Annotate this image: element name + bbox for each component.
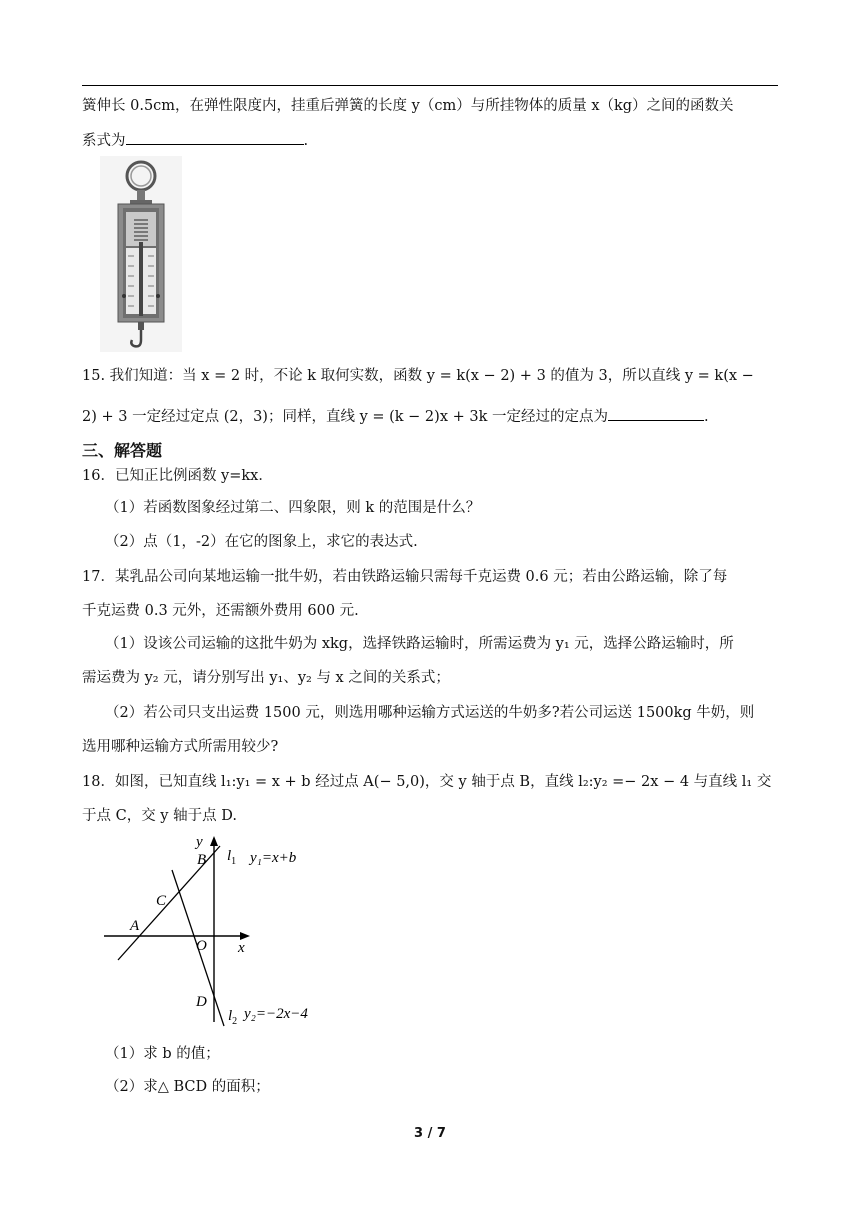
spring-scale-image [100, 156, 182, 352]
q14-line1: 簧伸长 0.5cm，在弹性限度内，挂重后弹簧的长度 y（cm）与所挂物体的质量 x（kg）之间的函数关 [82, 98, 734, 114]
q17-part1-line2: 需运费为 y₂ 元，请分别写出 y₁、y₂ 与 x 之间的关系式； [82, 670, 450, 686]
header-rule [82, 85, 778, 86]
q15-line1: 15. 我们知道：当 x = 2 时，不论 k 取何实数，函数 y = k(x − 2) + 3 的值为 3，所以直线 y = k(x − [82, 368, 754, 384]
label-l1-sub: 1 [231, 856, 237, 867]
q15-line2 [82, 406, 709, 427]
q18-part2: （2）求△ BCD 的面积； [105, 1079, 270, 1095]
section-title: 三、解答题 [82, 441, 163, 460]
q17-line2: 千克运费 0.3 元外，还需额外费用 600 元. [82, 603, 359, 619]
q16-part2: （2）点（1，-2）在它的图象上，求它的表达式. [105, 534, 418, 550]
label-A: A [130, 918, 140, 934]
q18-part1: （1）求 b 的值； [105, 1046, 220, 1062]
q15-line2-end: . [703, 409, 709, 425]
q16-stem: 16．已知正比例函数 y=kx． [82, 468, 273, 484]
label-x: x [238, 940, 245, 956]
q18-line1: 18．如图，已知直线 l₁:y₁ = x + b 经过点 A(− 5,0)，交 y 轴于点 B，直线 l₂:y₂ =− 2x − 4 与直线 l₁ 交 [82, 774, 772, 790]
label-eq1: y₁=x+b [250, 850, 297, 866]
label-eq2: y₂=−2x−4 [244, 1006, 308, 1022]
q18-figure [100, 832, 320, 1030]
label-l2-sub: 2 [232, 1016, 238, 1027]
q14-line2-text: 系式为 [82, 133, 126, 149]
label-l2-letter: l [228, 1008, 233, 1024]
label-B: B [197, 852, 207, 868]
q17-line1: 17．某乳品公司向某地运输一批牛奶，若由铁路运输只需每千克运费 0.6 元；若由公路运输，除了每 [82, 569, 728, 585]
q14-answer-blank[interactable] [126, 130, 304, 145]
q15-answer-blank[interactable] [608, 406, 704, 421]
q17-part2-line1: （2）若公司只支出运费 1500 元，则选用哪种运输方式运送的牛奶多?若公司运送 1500kg 牛奶，则 [105, 705, 755, 721]
q14-line2-end: . [303, 133, 309, 149]
y-axis-arrow-icon [210, 836, 218, 846]
q15-line2-text: 2) + 3 一定经过定点 (2，3)；同样，直线 y = (k − 2)x + 3k 一定经过的定点为 [82, 409, 608, 425]
label-O: O [196, 938, 207, 954]
label-y: y [196, 834, 203, 850]
q17-part2-line2: 选用哪种运输方式所需用较少? [82, 739, 279, 755]
x-axis-arrow-icon [240, 932, 250, 940]
q18-line2: 于点 C，交 y 轴于点 D. [82, 808, 237, 824]
q14-line2 [82, 130, 308, 151]
label-l1 [227, 848, 236, 867]
q16-part1: （1）若函数图象经过第二、四象限，则 k 的范围是什么？ [105, 500, 481, 516]
label-l1-letter: l [227, 848, 232, 864]
label-C: C [156, 893, 167, 909]
page-number: 3 / 7 [414, 1126, 446, 1141]
label-l2 [228, 1008, 237, 1027]
q17-part1-line1: （1）设该公司运输的这批牛奶为 xkg，选择铁路运输时，所需运费为 y₁ 元，选择公路运输时，所 [105, 636, 734, 652]
label-D: D [196, 994, 207, 1010]
